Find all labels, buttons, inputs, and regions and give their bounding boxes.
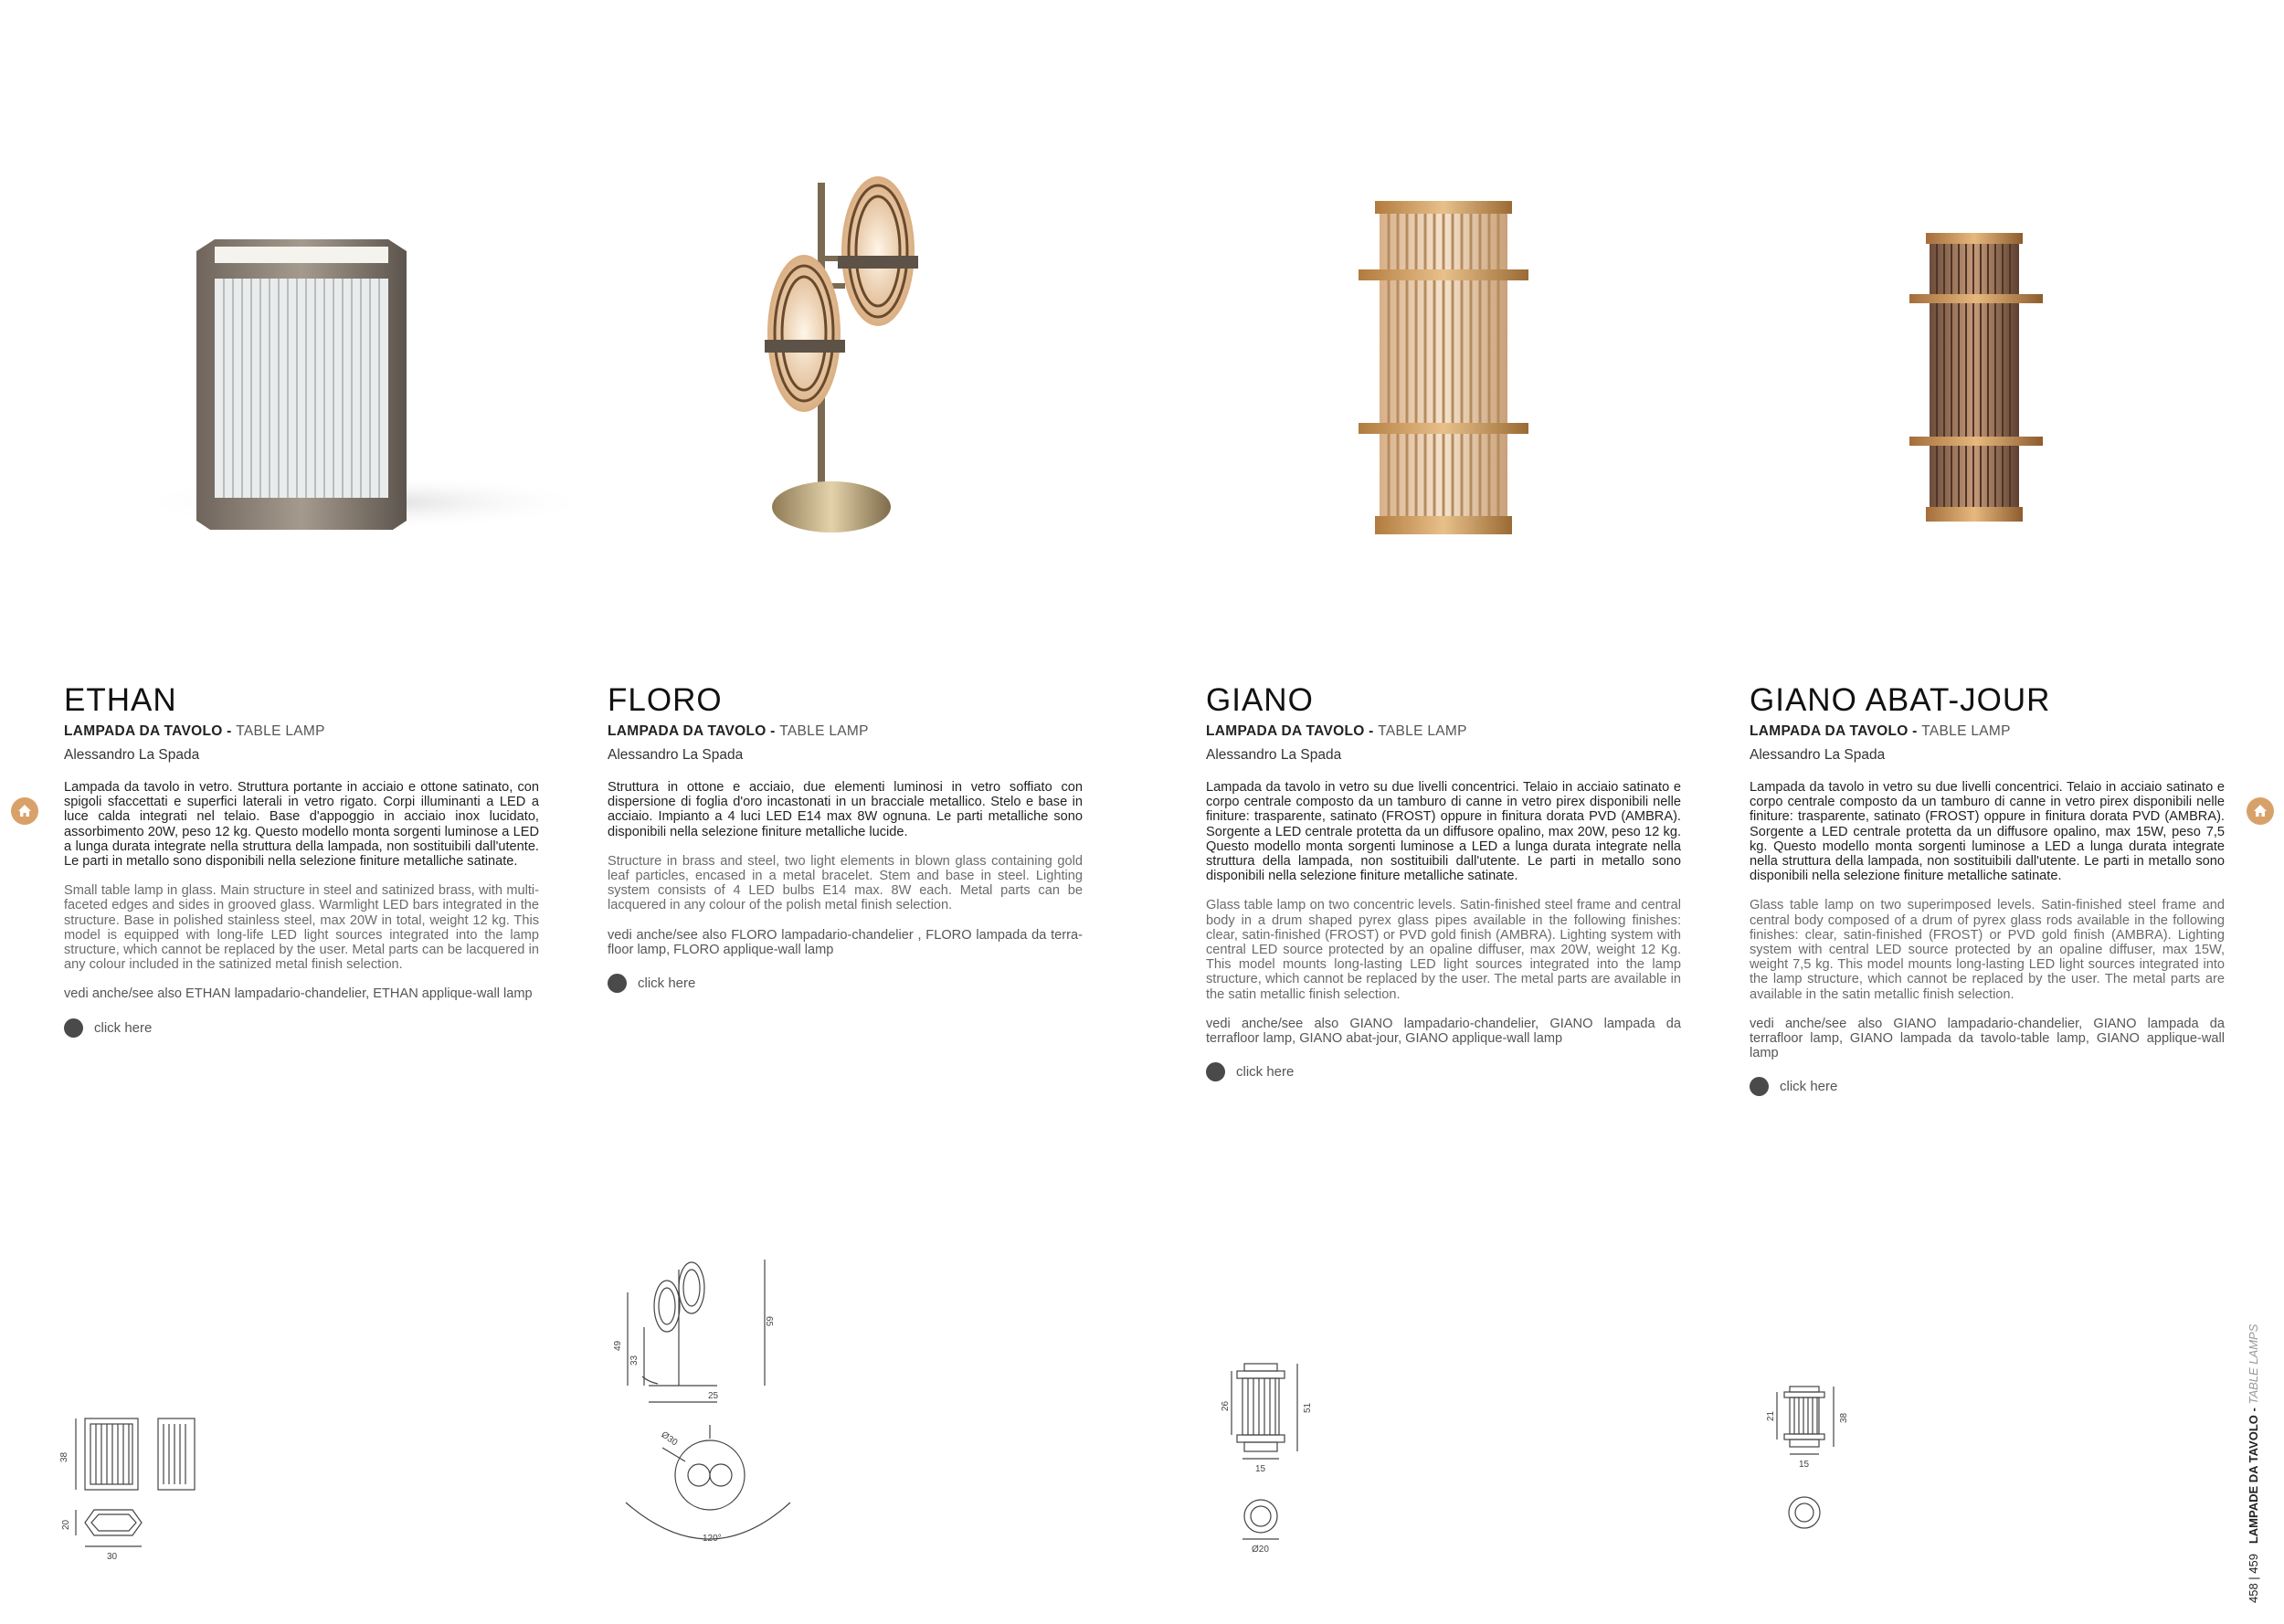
- product-subtitle: LAMPADA DA TAVOLO - TABLE LAMP: [1750, 723, 2011, 739]
- description-italian: Lampada da tavolo in vetro su due livelli concentrici. Telaio in acciaio satinato e corpo centrale composto da un tamburo di canne in vetro pirex disponibili nelle finiture: trasparente, satinato (FROST) oppure in finitura dorata PVD (AMBRA). Sorgente a LED centrale protetta da un diffusore opalino, max 15W, peso 7,5 kg. Questo modello monta sorgenti luminose a LED a lunga durata integrate nella struttura della lampada, non sostituibili dall'utente. Le parti in metallo sono disponibili nella selezione finiture metalliche satinate.: [1750, 780, 2225, 884]
- click-here-link[interactable]: click here: [64, 1018, 539, 1038]
- dim-angle: 120°: [703, 1534, 722, 1544]
- link-dot-icon: [64, 1018, 83, 1038]
- giano-abat-jour-technical-drawing: [1750, 1379, 1859, 1544]
- product-subtitle: LAMPADA DA TAVOLO - TABLE LAMP: [64, 723, 325, 739]
- description-italian: Lampada da tavolo in vetro su due livelli concentrici. Telaio in acciaio satinato e corpo centrale composto da un tamburo di canne in vetro pirex disponibili nelle finiture: trasparente, satinato (FROST) oppure in finitura dorata PVD (AMBRA). Sorgente a LED centrale protetta da un diffusore opalino, max 20W, peso 12 kg. Questo modello monta sorgenti luminose a LED a lunga durata integrate nella struttura della lampada, non sostituibili dall'utente. Le parti in metallo sono disponibili nella selezione finiture metalliche satinate.: [1206, 780, 1681, 884]
- designer-name: Alessandro La Spada: [1206, 747, 1342, 763]
- dim-base-width: 25: [708, 1391, 719, 1401]
- home-button-left[interactable]: [11, 797, 38, 825]
- dim-total-height: 51: [1303, 1402, 1313, 1413]
- page-numbers: 458 | 459: [2247, 1554, 2260, 1603]
- dim-total-height: 49: [613, 1340, 623, 1351]
- giano-technical-drawing: [1206, 1356, 1316, 1566]
- see-also: vedi anche/see also GIANO lampadario-chandelier, GIANO lampada da terrafloor lamp, GIANO lampada da tavolo-table lamp, GIANO applique-wall lamp: [1750, 1016, 2225, 1061]
- product-title: GIANO ABAT-JOUR: [1750, 682, 2051, 718]
- designer-name: Alessandro La Spada: [608, 747, 744, 763]
- product-subtitle: LAMPADA DA TAVOLO - TABLE LAMP: [608, 723, 869, 739]
- dim-height: 38: [59, 1451, 69, 1462]
- link-dot-icon: [1750, 1077, 1769, 1096]
- designer-name: Alessandro La Spada: [1750, 747, 1886, 763]
- product-giano-abat-jour: [1750, 680, 2225, 1096]
- dim-body-height: 21: [1766, 1410, 1776, 1421]
- dim-depth: 20: [61, 1519, 71, 1530]
- see-also: vedi anche/see also GIANO lampadario-chandelier, GIANO lampada da terrafloor lamp, GIANO abat-jour, GIANO applique-wall lamp: [1206, 1016, 1681, 1047]
- home-icon: [2251, 802, 2269, 820]
- product-ethan: [64, 680, 539, 1038]
- product-title: ETHAN: [64, 682, 177, 718]
- home-icon: [16, 802, 34, 820]
- dim-width: 15: [1799, 1460, 1810, 1470]
- dim-body-height: 26: [1221, 1400, 1231, 1411]
- description-english: Glass table lamp on two superimposed levels. Satin-finished steel frame and central body composed of a drum of pyrex glass rods available in the following finishes: clear, satin-finished (FROST) or PVD gold finish (AMBRA). Lighting system with central LED source protected by an opaline diffuser, max 15W, weight 7,5 kg. This model mounts long-lasting LED light sources integrated into the lamp structure, which cannot be replaced by the user. The metal parts are available in the satin metallic finish selection.: [1750, 898, 2225, 1002]
- description-english: Structure in brass and steel, two light elements in blown glass containing gold leaf particles, encased in a metal bracelet. Stem and base in steel. Lighting system consists of 4 LED bulbs E14 max. 8W each. Metal parts can be lacquered in any colour of the polish metal finish selection.: [608, 853, 1083, 913]
- designer-name: Alessandro La Spada: [64, 747, 200, 763]
- dim-diameter: Ø20: [1252, 1545, 1269, 1555]
- home-button-right[interactable]: [2247, 797, 2274, 825]
- giano-abat-jour-image: [1900, 228, 2065, 530]
- dim-stem-height: 33: [629, 1355, 640, 1366]
- link-dot-icon: [1206, 1062, 1225, 1081]
- click-here-link[interactable]: click here: [608, 974, 1083, 993]
- click-here-link[interactable]: click here: [1206, 1062, 1681, 1081]
- dim-total-height: 38: [1839, 1412, 1849, 1423]
- dim-width: 15: [1255, 1464, 1266, 1474]
- section-english: TABLE LAMPS: [2247, 1323, 2260, 1405]
- description-italian: Lampada da tavolo in vetro. Struttura portante in acciaio e ottone satinato, con spigoli sfaccettati e superfici laterali in vetro rigato. Corpi illuminanti a LED a luce calda integrati nel telaio. Base d'appoggio in acciaio inox lucidato, assorbimento 20W, peso 12 kg. Questo modello monta sorgenti luminose a LED a lunga durata integrate nella struttura della lampada, non sostituibili dall'utente. Le parti in metallo sono disponibili nella selezione finiture metalliche satinate.: [64, 780, 539, 870]
- product-title: GIANO: [1206, 682, 1314, 718]
- ethan-lamp-image: [137, 228, 612, 548]
- click-here-link[interactable]: click here: [1750, 1077, 2225, 1096]
- product-title: FLORO: [608, 682, 723, 718]
- description-italian: Struttura in ottone e acciaio, due elementi luminosi in vetro soffiato con dispersione di foglia d'oro incastonati in un bracciale metallico. Stelo e base in acciaio. Impianto a 4 luci LED E14 max 8W ognuna. Le parti metalliche sono disponibili nella selezione finiture metalliche lucide.: [608, 780, 1083, 839]
- product-subtitle: LAMPADA DA TAVOLO - TABLE LAMP: [1206, 723, 1467, 739]
- dim-height-right: 65: [764, 1316, 774, 1327]
- dim-width: 30: [107, 1552, 118, 1562]
- description-english: Glass table lamp on two concentric levels. Satin-finished steel frame and central body in a drum shaped pyrex glass pipes available in the following finishes: clear, satin-finished (FROST) or PVD gold finish (AMBRA). Lighting system with central LED source protected by an opaline diffuser, max 20W, weight 12 Kg. This model mounts long-lasting LED light sources integrated into the lamp structure, which cannot be replaced by the user. The metal parts are available in the satin metallic finish selection.: [1206, 898, 1681, 1002]
- see-also: vedi anche/see also FLORO lampadario-chandelier , FLORO lampada da terra-floor lamp, FLORO applique-wall lamp: [608, 927, 1083, 957]
- page-sidebar: [2240, 1323, 2262, 1603]
- dim-diameter: Ø30: [659, 1429, 680, 1449]
- sidebar-label: 458 | 459 LAMPADE DA TAVOLO - TABLE LAMPS: [2247, 1323, 2260, 1603]
- section-italian: LAMPADE DA TAVOLO: [2247, 1415, 2260, 1545]
- product-floro: [608, 680, 1083, 993]
- floro-lamp-image: [749, 174, 1005, 557]
- link-dot-icon: [608, 974, 627, 993]
- floro-technical-drawing: [608, 1256, 809, 1548]
- see-also: vedi anche/see also ETHAN lampadario-chandelier, ETHAN applique-wall lamp: [64, 986, 533, 1002]
- ethan-technical-drawing: [59, 1411, 215, 1566]
- product-giano: [1206, 680, 1681, 1081]
- giano-lamp-image: [1352, 196, 1581, 543]
- description-english: Small table lamp in glass. Main structure in steel and satinized brass, with multi-faceted edges and sides in grooved glass. Warmlight LED bars integrated in the structure. Base in polished stainless steel, max 20W in total, weight 12 kg. This model is equipped with long-life LED light sources integrated into the lamp structure, which cannot be replaced by the user. Metal parts can be lacquered in any colour included in the satinized metal finish selection.: [64, 883, 539, 973]
